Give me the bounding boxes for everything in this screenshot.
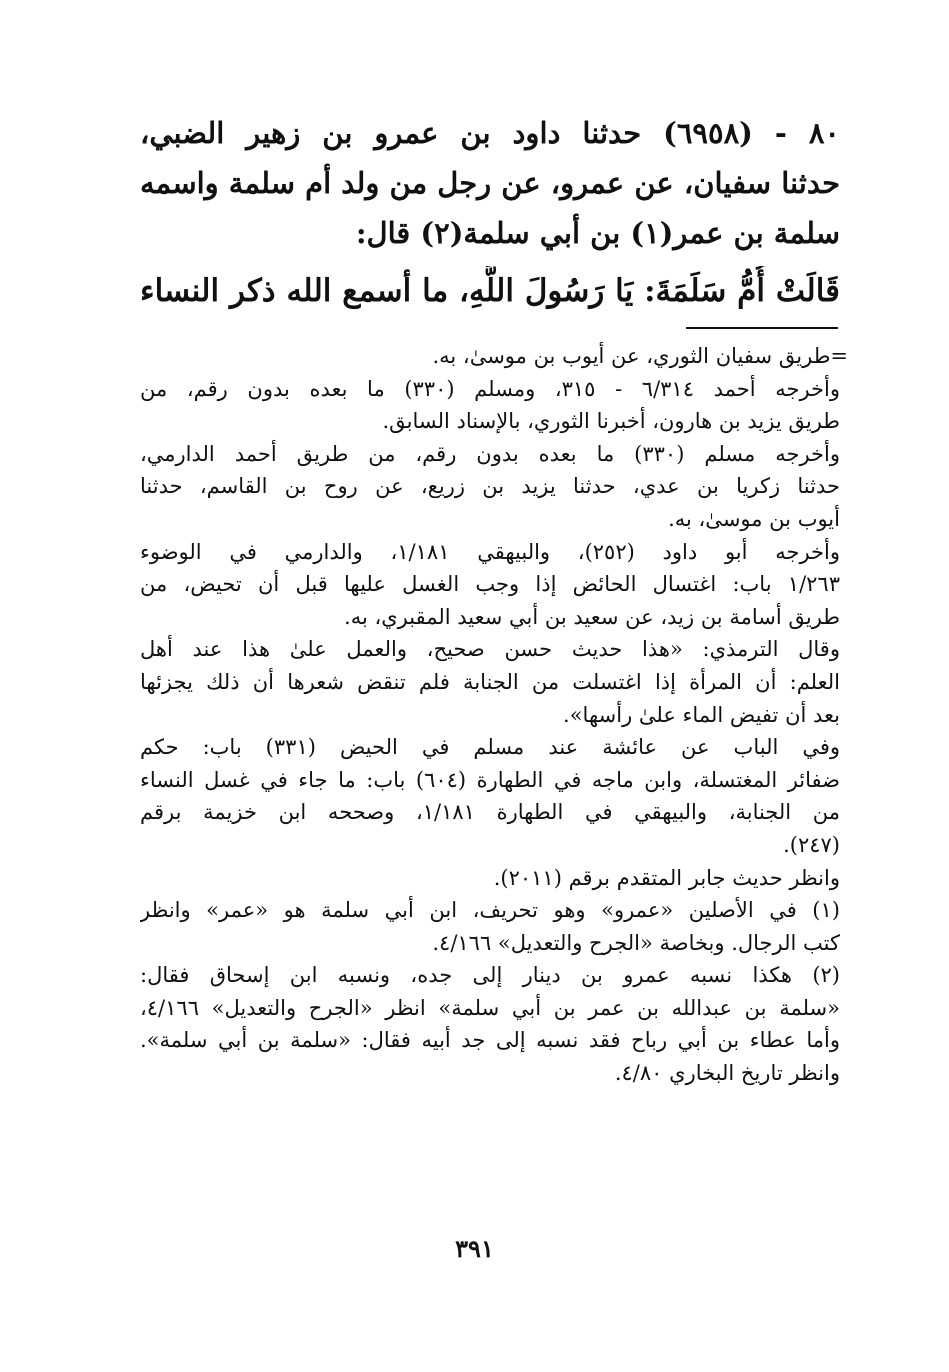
- footnote-line: وأما عطاء بن أبي رباح فقد نسبه إلى جد أبيه فقال: «سلمة بن أبي سلمة».: [140, 1028, 840, 1053]
- hadith-line: ٨٠ - (٦٩٥٨) حدثنا داود بن عمرو بن زهير الضبي،: [140, 116, 840, 150]
- footnote-line: وقال الترمذي: «هذا حديث حسن صحيح، والعمل علىٰ هذا عند أهل: [140, 637, 840, 662]
- footnote-line: طريق أسامة بن زيد، عن سعيد بن أبي سعيد المقبري، به.: [344, 604, 840, 629]
- footnote-line: من الجنابة، والبيهقي في الطهارة ١/١٨١، وصححه ابن خزيمة برقم: [140, 800, 840, 825]
- footnote-line: وأخرجه أبو داود (٢٥٢)، والبيهقي ١/١٨١، والدارمي في الوضوء: [140, 539, 840, 564]
- footnote-line: بعد أن تفيض الماء علىٰ رأسها».: [563, 702, 840, 727]
- footnote-line: ١/٢٦٣ باب: اغتسال الحائض إذا وجب الغسل عليها قبل أن تحيض، من: [140, 572, 840, 597]
- footnote-line: ضفائر المغتسلة، وابن ماجه في الطهارة (٦٠٤) باب: ما جاء في غسل النساء: [140, 767, 840, 792]
- footnote-line: العلم: أن المرأة إذا اغتسلت من الجنابة فلم تنقض شعرها أن ذلك يجزئها: [140, 669, 840, 694]
- footnote-line: (٢) هكذا نسبه عمرو بن دينار إلى جده، ونسبه ابن إسحاق فقال:: [140, 963, 840, 988]
- hadith-text: [140, 108, 840, 316]
- footnote-line: (٢٤٧).: [783, 832, 840, 857]
- footnote-line: وأخرجه أحمد ٦/٣١٤ - ٣١٥، ومسلم (٣٣٠) ما بعده بدون رقم، من: [140, 376, 840, 401]
- hadith-line: قَالَتْ أُمُّ سَلَمَةَ: يَا رَسُولَ اللَّهِ، ما أسمع الله ذكر النساء: [140, 273, 840, 309]
- footnote-line: كتب الرجال. وبخاصة «الجرح والتعديل» ٤/١٦٦.: [432, 930, 840, 955]
- footnote-line: حدثنا زكريا بن عدي، حدثنا يزيد بن زريع، عن روح بن القاسم، حدثنا: [140, 474, 840, 499]
- page-number: ٣٩١: [455, 1234, 494, 1263]
- footnote-line: «سلمة بن عبدالله بن عمر بن أبي سلمة» انظر «الجرح والتعديل» ٤/١٦٦،: [140, 995, 840, 1020]
- footnote-line: وانظر حديث جابر المتقدم برقم (٢٠١١).: [493, 865, 840, 890]
- footnote-line: وانظر تاريخ البخاري ٤/٨٠.: [614, 1061, 840, 1086]
- footnote-line: طريق يزيد بن هارون، أخبرنا الثوري، بالإسناد السابق.: [382, 409, 840, 434]
- footnote-line: أيوب بن موسىٰ، به.: [668, 506, 840, 531]
- footnote-line: =طريق سفيان الثوري، عن أيوب بن موسىٰ، به.: [432, 344, 848, 368]
- footnote-line: وأخرجه مسلم (٣٣٠) ما بعده بدون رقم، من طريق أحمد الدارمي،: [140, 441, 840, 466]
- footnotes: [140, 340, 848, 1090]
- footnote-line: وفي الباب عن عائشة عند مسلم في الحيض (٣٣١) باب: حكم: [140, 735, 840, 760]
- footnote-line: (١) في الأصلين «عمرو» وهو تحريف، ابن أبي سلمة هو «عمر» وانظر: [140, 898, 840, 923]
- hadith-line: سلمة بن عمر(١) بن أبي سلمة(٢) قال:: [355, 216, 840, 250]
- hadith-line: حدثنا سفيان، عن عمرو، عن رجل من ولد أم سلمة واسمه: [140, 166, 840, 200]
- footnote-separator: [686, 327, 838, 329]
